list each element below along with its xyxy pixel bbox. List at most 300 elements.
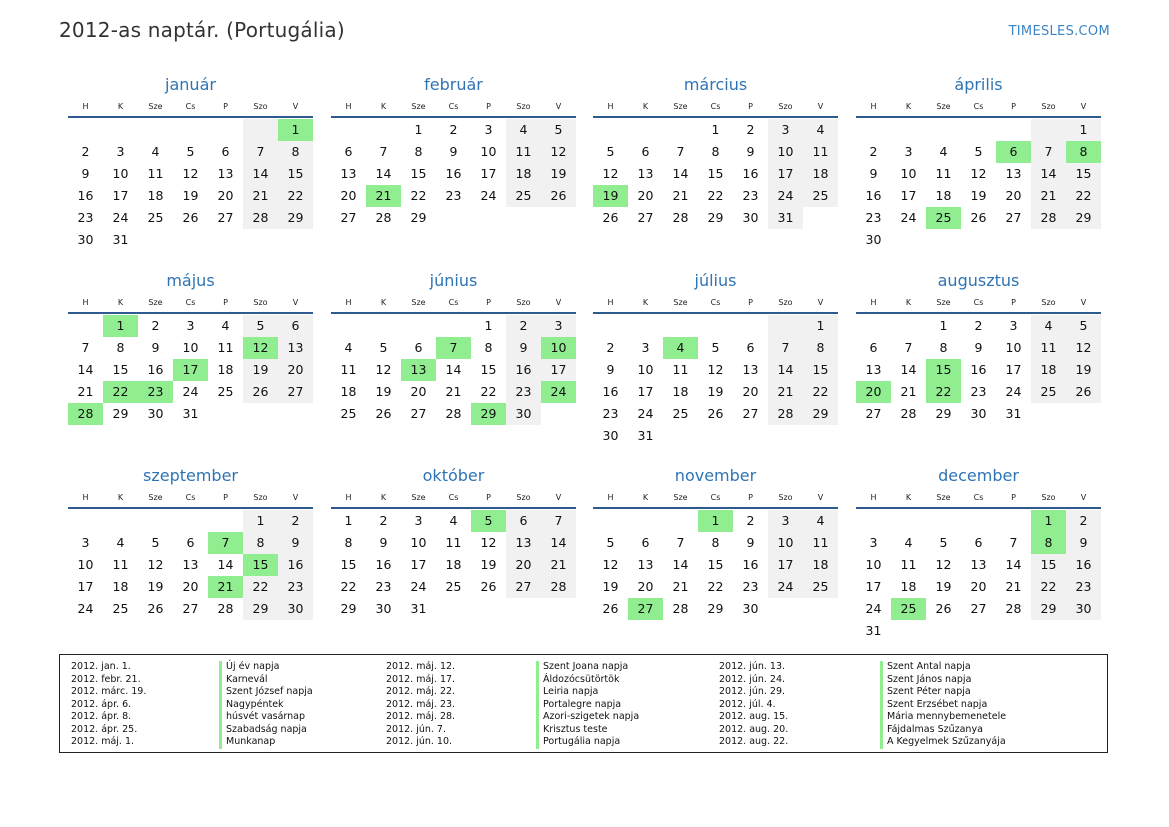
day-cell: 12 bbox=[480, 535, 497, 550]
holiday-date: 2012. aug. 22. bbox=[719, 736, 789, 747]
day-cell: 21 bbox=[672, 579, 689, 594]
weekday-label: Szo bbox=[778, 298, 793, 307]
day-cell: 27 bbox=[1005, 210, 1022, 225]
day-cell: 29 bbox=[707, 210, 724, 225]
month-2 bbox=[593, 74, 838, 229]
day-cell: 3 bbox=[116, 144, 125, 159]
day-cell: 22 bbox=[1066, 185, 1101, 207]
empty-cell bbox=[1031, 119, 1066, 141]
weekday-label: K bbox=[905, 102, 912, 111]
weekday-label: Cs bbox=[710, 102, 721, 111]
empty-cell bbox=[331, 119, 366, 141]
day-cell: 9 bbox=[449, 144, 458, 159]
holiday-day-cell: 13 bbox=[401, 359, 436, 381]
empty-cell bbox=[138, 119, 173, 141]
day-cell: 7 bbox=[904, 340, 913, 355]
weekday-label: V bbox=[292, 102, 299, 111]
day-cell: 12 bbox=[602, 557, 619, 572]
empty-cell bbox=[138, 510, 173, 532]
holiday-day-cell: 1 bbox=[698, 510, 733, 532]
day-cell: 11 bbox=[803, 532, 838, 554]
day-cell: 15 bbox=[480, 362, 497, 377]
holiday-list bbox=[59, 654, 1108, 753]
day-cell: 20 bbox=[742, 384, 759, 399]
day-cell: 25 bbox=[147, 210, 164, 225]
day-cell: 25 bbox=[803, 185, 838, 207]
weekday-header bbox=[331, 98, 576, 116]
holiday-name: Szent János napja bbox=[880, 674, 1006, 687]
holiday-date: 2012. ápr. 8. bbox=[71, 711, 132, 722]
day-cell: 7 bbox=[676, 144, 685, 159]
weekday-label: Cs bbox=[185, 493, 196, 502]
month-name: január bbox=[165, 75, 216, 94]
weekday-label: Sze bbox=[936, 493, 951, 502]
day-cell: 2 bbox=[869, 144, 878, 159]
day-cell: 3 bbox=[541, 315, 576, 337]
day-grid bbox=[331, 315, 576, 425]
weekday-header bbox=[593, 98, 838, 116]
day-cell: 13 bbox=[1005, 166, 1022, 181]
day-cell: 19 bbox=[970, 188, 987, 203]
day-cell: 22 bbox=[340, 579, 357, 594]
weekday-label: Sze bbox=[936, 102, 951, 111]
day-cell: 6 bbox=[278, 315, 313, 337]
day-cell: 4 bbox=[116, 535, 125, 550]
day-cell: 12 bbox=[147, 557, 164, 572]
day-cell: 20 bbox=[1005, 188, 1022, 203]
holiday-name: Új év napja bbox=[219, 661, 313, 674]
day-cell: 10 bbox=[768, 532, 803, 554]
holiday-day-cell: 25 bbox=[891, 598, 926, 620]
day-cell: 13 bbox=[637, 557, 654, 572]
month-11 bbox=[856, 465, 1101, 642]
weekday-label: H bbox=[870, 102, 877, 111]
day-cell: 30 bbox=[278, 598, 313, 620]
day-cell: 31 bbox=[112, 232, 129, 247]
day-cell: 23 bbox=[278, 576, 313, 598]
holiday-date: 2012. jún. 29. bbox=[719, 686, 786, 697]
day-cell: 27 bbox=[410, 406, 427, 421]
day-cell: 7 bbox=[81, 340, 90, 355]
day-cell: 26 bbox=[970, 210, 987, 225]
month-5 bbox=[331, 270, 576, 425]
empty-cell bbox=[173, 119, 208, 141]
day-cell: 14 bbox=[243, 163, 278, 185]
day-cell: 8 bbox=[939, 340, 948, 355]
holiday-day-cell: 24 bbox=[541, 381, 576, 403]
weekday-label: Szo bbox=[778, 102, 793, 111]
weekday-label: Szo bbox=[1041, 102, 1056, 111]
weekday-label: Cs bbox=[448, 493, 459, 502]
month-3 bbox=[856, 74, 1101, 251]
holiday-day-cell: 15 bbox=[926, 359, 961, 381]
day-cell: 22 bbox=[803, 381, 838, 403]
holiday-name-column bbox=[880, 661, 1006, 749]
holiday-date: 2012. máj. 23. bbox=[386, 698, 456, 710]
day-cell: 27 bbox=[278, 381, 313, 403]
day-cell: 1 bbox=[243, 510, 278, 532]
day-grid bbox=[68, 315, 313, 425]
day-cell: 17 bbox=[768, 163, 803, 185]
empty-cell bbox=[996, 510, 1031, 532]
holiday-date-column bbox=[719, 661, 788, 749]
holiday-day-cell: 4 bbox=[663, 337, 698, 359]
weekday-label: Cs bbox=[185, 102, 196, 111]
day-cell: 12 bbox=[970, 166, 987, 181]
weekday-label: Szo bbox=[253, 298, 268, 307]
weekday-label: Sze bbox=[936, 298, 951, 307]
day-cell: 7 bbox=[541, 510, 576, 532]
day-cell: 3 bbox=[641, 340, 650, 355]
weekday-label: K bbox=[905, 493, 912, 502]
holiday-name-column bbox=[536, 661, 639, 749]
day-cell: 27 bbox=[506, 576, 541, 598]
holiday-day-cell: 15 bbox=[243, 554, 278, 576]
day-cell: 22 bbox=[707, 579, 724, 594]
day-cell: 18 bbox=[803, 163, 838, 185]
day-cell: 14 bbox=[1031, 163, 1066, 185]
holiday-day-cell: 8 bbox=[1031, 532, 1066, 554]
day-cell: 29 bbox=[278, 207, 313, 229]
day-cell: 22 bbox=[1031, 576, 1066, 598]
day-cell: 24 bbox=[410, 579, 427, 594]
day-cell: 23 bbox=[77, 210, 94, 225]
day-grid bbox=[68, 119, 313, 251]
day-cell: 10 bbox=[1005, 340, 1022, 355]
day-cell: 4 bbox=[506, 119, 541, 141]
empty-cell bbox=[891, 315, 926, 337]
weekday-label: Cs bbox=[973, 102, 984, 111]
weekday-label: P bbox=[486, 493, 491, 502]
day-cell: 30 bbox=[1066, 598, 1101, 620]
empty-cell bbox=[961, 119, 996, 141]
header-rule bbox=[593, 312, 838, 314]
day-cell: 21 bbox=[445, 384, 462, 399]
weekday-label: P bbox=[1011, 493, 1016, 502]
weekday-label: Sze bbox=[673, 102, 688, 111]
day-cell: 13 bbox=[278, 337, 313, 359]
day-cell: 5 bbox=[379, 340, 388, 355]
holiday-name: Áldozócsütörtök bbox=[536, 674, 639, 687]
day-cell: 5 bbox=[243, 315, 278, 337]
weekday-header bbox=[68, 98, 313, 116]
header-rule bbox=[68, 312, 313, 314]
empty-cell bbox=[331, 315, 366, 337]
day-cell: 9 bbox=[974, 340, 983, 355]
day-cell: 14 bbox=[768, 359, 803, 381]
day-cell: 19 bbox=[375, 384, 392, 399]
header-rule bbox=[856, 312, 1101, 314]
weekday-label: Cs bbox=[185, 298, 196, 307]
day-cell: 6 bbox=[414, 340, 423, 355]
weekday-label: P bbox=[486, 298, 491, 307]
day-cell: 5 bbox=[541, 119, 576, 141]
day-cell: 13 bbox=[865, 362, 882, 377]
holiday-day-cell: 12 bbox=[243, 337, 278, 359]
day-cell: 20 bbox=[637, 188, 654, 203]
day-cell: 5 bbox=[1066, 315, 1101, 337]
day-cell: 1 bbox=[1066, 119, 1101, 141]
day-cell: 22 bbox=[410, 188, 427, 203]
day-cell: 15 bbox=[707, 166, 724, 181]
day-cell: 29 bbox=[112, 406, 129, 421]
weekday-label: P bbox=[223, 298, 228, 307]
weekday-label: Sze bbox=[411, 102, 426, 111]
holiday-day-cell: 22 bbox=[103, 381, 138, 403]
day-cell: 17 bbox=[541, 359, 576, 381]
day-cell: 9 bbox=[746, 144, 755, 159]
day-cell: 14 bbox=[900, 362, 917, 377]
holiday-day-cell: 7 bbox=[208, 532, 243, 554]
day-cell: 20 bbox=[182, 579, 199, 594]
header-rule bbox=[68, 116, 313, 118]
weekday-label: K bbox=[642, 102, 649, 111]
holiday-day-cell: 21 bbox=[208, 576, 243, 598]
day-cell: 27 bbox=[970, 601, 987, 616]
holiday-day-cell: 19 bbox=[593, 185, 628, 207]
day-cell: 30 bbox=[375, 601, 392, 616]
empty-cell bbox=[68, 510, 103, 532]
day-cell: 25 bbox=[672, 406, 689, 421]
day-cell: 11 bbox=[803, 141, 838, 163]
day-cell: 13 bbox=[637, 166, 654, 181]
weekday-label: V bbox=[292, 493, 299, 502]
weekday-label: Szo bbox=[1041, 493, 1056, 502]
day-cell: 19 bbox=[243, 359, 278, 381]
empty-cell bbox=[926, 510, 961, 532]
weekday-label: K bbox=[117, 493, 124, 502]
day-cell: 8 bbox=[711, 535, 720, 550]
day-cell: 28 bbox=[1031, 207, 1066, 229]
day-cell: 12 bbox=[935, 557, 952, 572]
weekday-label: V bbox=[292, 298, 299, 307]
day-cell: 2 bbox=[81, 144, 90, 159]
month-name: február bbox=[424, 75, 483, 94]
day-cell: 18 bbox=[147, 188, 164, 203]
weekday-label: P bbox=[748, 298, 753, 307]
day-cell: 25 bbox=[340, 406, 357, 421]
day-cell: 4 bbox=[803, 119, 838, 141]
weekday-label: Cs bbox=[710, 493, 721, 502]
month-name: november bbox=[674, 466, 757, 485]
day-cell: 3 bbox=[768, 119, 803, 141]
day-cell: 30 bbox=[742, 210, 759, 225]
day-cell: 16 bbox=[865, 188, 882, 203]
day-cell: 14 bbox=[672, 557, 689, 572]
day-cell: 16 bbox=[970, 362, 987, 377]
day-cell: 21 bbox=[768, 381, 803, 403]
holiday-name: Szabadság napja bbox=[219, 724, 313, 737]
day-cell: 18 bbox=[506, 163, 541, 185]
weekday-label: Cs bbox=[448, 298, 459, 307]
header-rule bbox=[331, 312, 576, 314]
day-cell: 29 bbox=[1066, 207, 1101, 229]
day-cell: 24 bbox=[768, 576, 803, 598]
month-10 bbox=[593, 465, 838, 620]
day-cell: 18 bbox=[935, 188, 952, 203]
month-name: május bbox=[166, 271, 215, 290]
day-cell: 22 bbox=[707, 188, 724, 203]
holiday-date: 2012. jún. 13. bbox=[719, 661, 786, 672]
day-cell: 16 bbox=[602, 384, 619, 399]
weekday-label: V bbox=[1080, 102, 1087, 111]
empty-cell bbox=[593, 510, 628, 532]
day-cell: 10 bbox=[480, 144, 497, 159]
day-grid bbox=[331, 119, 576, 229]
day-grid bbox=[593, 510, 838, 620]
day-cell: 9 bbox=[379, 535, 388, 550]
day-cell: 17 bbox=[1005, 362, 1022, 377]
weekday-label: Szo bbox=[516, 102, 531, 111]
day-cell: 25 bbox=[506, 185, 541, 207]
day-cell: 11 bbox=[1031, 337, 1066, 359]
day-cell: 21 bbox=[243, 185, 278, 207]
day-cell: 6 bbox=[974, 535, 983, 550]
holiday-name: húsvét vasárnap bbox=[219, 711, 313, 724]
day-cell: 3 bbox=[1009, 318, 1018, 333]
holiday-name: Szent Joana napja bbox=[536, 661, 639, 674]
weekday-label: H bbox=[870, 493, 877, 502]
day-grid bbox=[68, 510, 313, 620]
day-cell: 13 bbox=[742, 362, 759, 377]
day-cell: 25 bbox=[217, 384, 234, 399]
day-cell: 17 bbox=[77, 579, 94, 594]
day-cell: 7 bbox=[676, 535, 685, 550]
day-cell: 18 bbox=[445, 557, 462, 572]
day-cell: 11 bbox=[112, 557, 129, 572]
weekday-label: K bbox=[380, 493, 387, 502]
day-cell: 27 bbox=[217, 210, 234, 225]
day-cell: 28 bbox=[768, 403, 803, 425]
holiday-date: 2012. jan. 1. bbox=[71, 661, 131, 672]
day-cell: 26 bbox=[375, 406, 392, 421]
day-cell: 11 bbox=[900, 557, 917, 572]
empty-cell bbox=[891, 510, 926, 532]
month-name: október bbox=[422, 466, 485, 485]
weekday-label: V bbox=[817, 493, 824, 502]
weekday-label: H bbox=[345, 102, 352, 111]
day-cell: 12 bbox=[182, 166, 199, 181]
day-cell: 12 bbox=[375, 362, 392, 377]
day-cell: 4 bbox=[939, 144, 948, 159]
day-cell: 12 bbox=[1066, 337, 1101, 359]
weekday-label: K bbox=[905, 298, 912, 307]
page-title: 2012-as naptár. (Portugália) bbox=[59, 18, 345, 42]
day-cell: 9 bbox=[278, 532, 313, 554]
day-cell: 26 bbox=[602, 601, 619, 616]
day-cell: 24 bbox=[112, 210, 129, 225]
month-4 bbox=[68, 270, 313, 425]
day-cell: 16 bbox=[506, 359, 541, 381]
empty-cell bbox=[436, 315, 471, 337]
holiday-date: 2012. máj. 12. bbox=[386, 661, 456, 672]
holiday-day-cell: 20 bbox=[856, 381, 891, 403]
holiday-date: 2012. jún. 7. bbox=[386, 723, 447, 735]
weekday-header bbox=[856, 98, 1101, 116]
weekday-label: P bbox=[1011, 102, 1016, 111]
holiday-day-cell: 1 bbox=[1031, 510, 1066, 532]
day-cell: 6 bbox=[221, 144, 230, 159]
day-cell: 9 bbox=[81, 166, 90, 181]
day-cell: 8 bbox=[414, 144, 423, 159]
day-cell: 24 bbox=[77, 601, 94, 616]
empty-cell bbox=[663, 119, 698, 141]
day-cell: 23 bbox=[506, 381, 541, 403]
day-cell: 7 bbox=[1009, 535, 1018, 550]
day-cell: 2 bbox=[606, 340, 615, 355]
weekday-label: V bbox=[555, 493, 562, 502]
day-cell: 8 bbox=[803, 337, 838, 359]
day-cell: 2 bbox=[449, 122, 458, 137]
day-cell: 19 bbox=[935, 579, 952, 594]
day-cell: 25 bbox=[1031, 381, 1066, 403]
weekday-label: P bbox=[1011, 298, 1016, 307]
empty-cell bbox=[208, 119, 243, 141]
day-cell: 6 bbox=[641, 535, 650, 550]
brand-link[interactable]: TIMESLES.COM bbox=[1008, 24, 1110, 39]
day-cell: 26 bbox=[935, 601, 952, 616]
day-cell: 29 bbox=[410, 210, 427, 225]
weekday-label: Cs bbox=[448, 102, 459, 111]
day-cell: 30 bbox=[147, 406, 164, 421]
day-cell: 22 bbox=[243, 576, 278, 598]
day-cell: 28 bbox=[900, 406, 917, 421]
weekday-label: P bbox=[223, 102, 228, 111]
weekday-label: Cs bbox=[710, 298, 721, 307]
day-cell: 29 bbox=[243, 598, 278, 620]
day-grid bbox=[593, 315, 838, 447]
day-cell: 16 bbox=[1066, 554, 1101, 576]
weekday-label: H bbox=[82, 493, 89, 502]
day-cell: 25 bbox=[445, 579, 462, 594]
day-cell: 3 bbox=[904, 144, 913, 159]
day-cell: 21 bbox=[1031, 185, 1066, 207]
day-cell: 11 bbox=[147, 166, 164, 181]
month-7 bbox=[856, 270, 1101, 425]
day-cell: 19 bbox=[480, 557, 497, 572]
day-cell: 28 bbox=[243, 207, 278, 229]
day-cell: 29 bbox=[707, 601, 724, 616]
empty-cell bbox=[401, 315, 436, 337]
day-cell: 17 bbox=[865, 579, 882, 594]
weekday-label: Sze bbox=[148, 493, 163, 502]
day-cell: 31 bbox=[182, 406, 199, 421]
day-cell: 12 bbox=[707, 362, 724, 377]
day-cell: 10 bbox=[865, 557, 882, 572]
day-cell: 19 bbox=[147, 579, 164, 594]
day-cell: 30 bbox=[865, 232, 882, 247]
day-cell: 1 bbox=[414, 122, 423, 137]
day-cell: 30 bbox=[970, 406, 987, 421]
day-cell: 29 bbox=[340, 601, 357, 616]
day-cell: 5 bbox=[186, 144, 195, 159]
day-cell: 18 bbox=[112, 579, 129, 594]
empty-cell bbox=[663, 315, 698, 337]
day-cell: 17 bbox=[900, 188, 917, 203]
day-cell: 23 bbox=[970, 384, 987, 399]
day-cell: 15 bbox=[803, 359, 838, 381]
day-cell: 10 bbox=[637, 362, 654, 377]
day-cell: 1 bbox=[711, 122, 720, 137]
empty-cell bbox=[628, 315, 663, 337]
weekday-label: Sze bbox=[411, 493, 426, 502]
weekday-label: V bbox=[1080, 298, 1087, 307]
empty-cell bbox=[103, 510, 138, 532]
day-cell: 18 bbox=[217, 362, 234, 377]
holiday-name: Szent Péter napja bbox=[880, 686, 1006, 699]
month-name: szeptember bbox=[142, 466, 238, 485]
empty-cell bbox=[208, 510, 243, 532]
